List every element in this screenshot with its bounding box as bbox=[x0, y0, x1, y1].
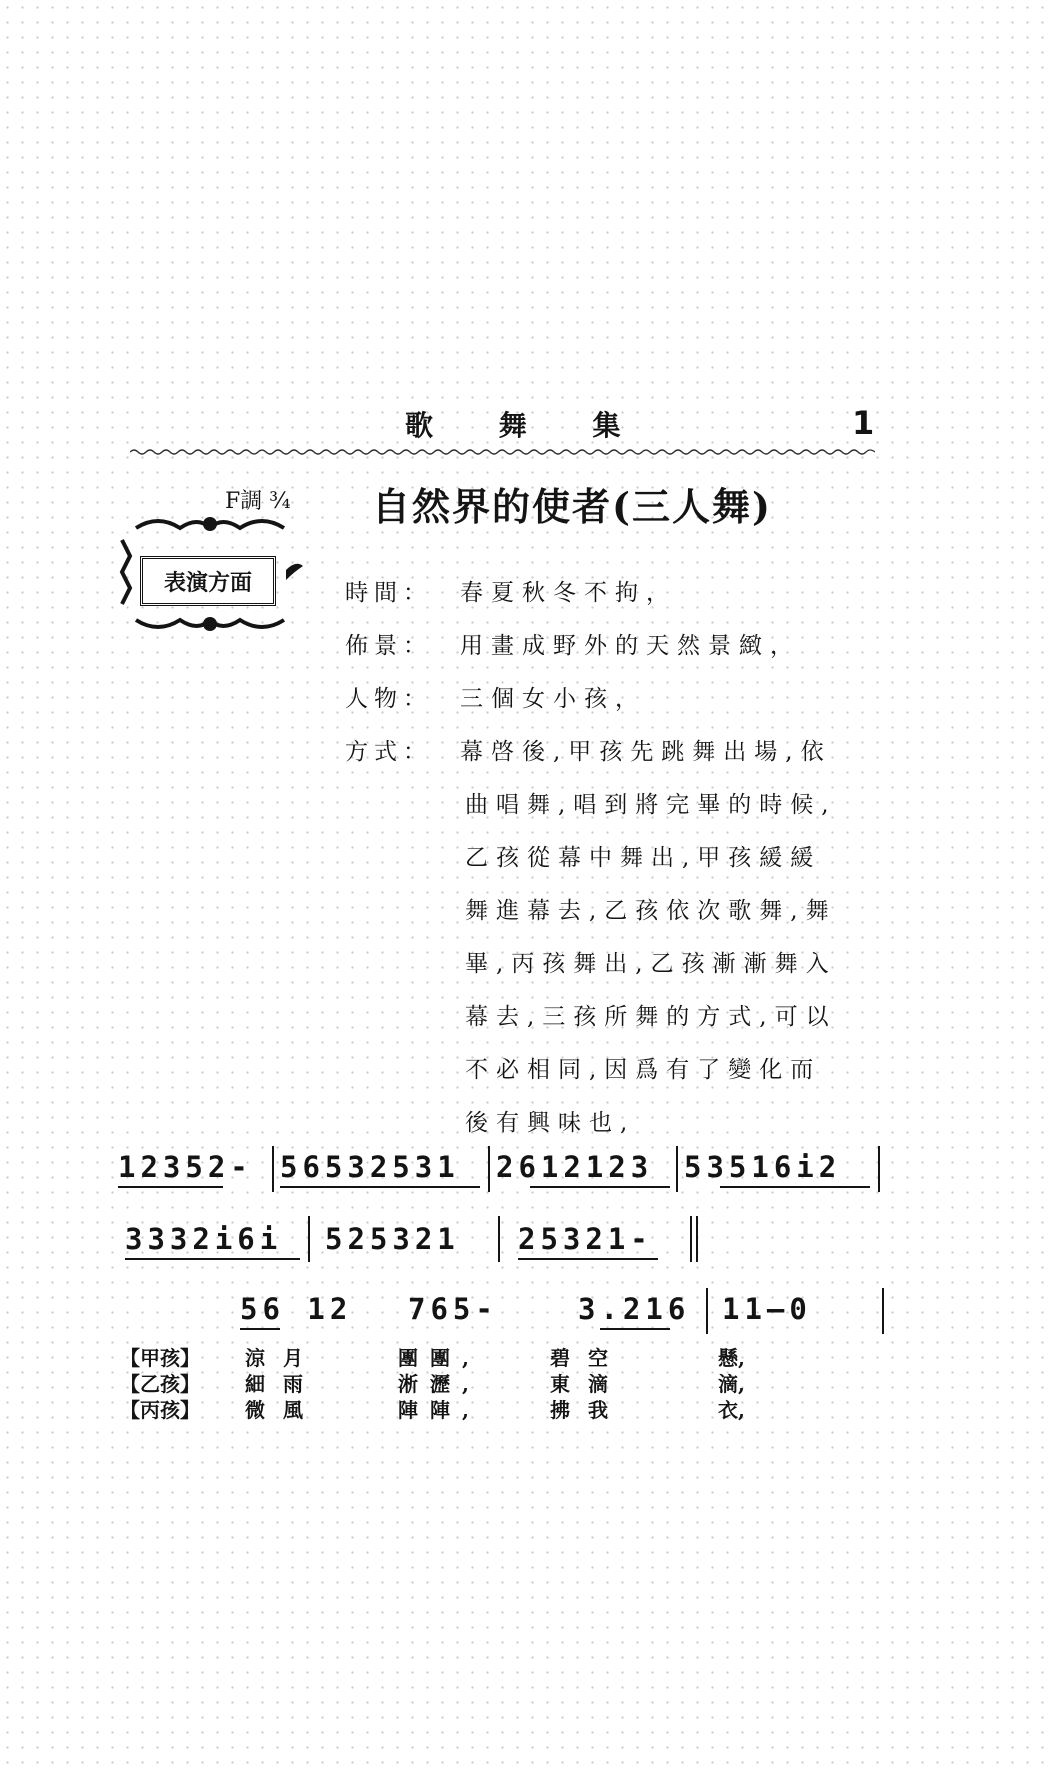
underline bbox=[518, 1258, 658, 1260]
barline bbox=[878, 1146, 880, 1192]
measure: 2612123 bbox=[496, 1150, 654, 1184]
barline bbox=[498, 1216, 500, 1262]
underline bbox=[280, 1186, 480, 1188]
lyric-word: 團團, bbox=[398, 1346, 481, 1370]
method-line: 幕去,三孩所舞的方式,可以 bbox=[465, 1004, 837, 1030]
lyric-row bbox=[0, 1394, 1051, 1424]
info-value: 春夏秋冬不拘， bbox=[460, 580, 677, 606]
barline bbox=[706, 1288, 708, 1334]
lyric-word: 碧空 bbox=[550, 1346, 626, 1370]
key-signature: F調 ¾ bbox=[225, 489, 291, 514]
method-line: 不必相同,因爲有了變化而 bbox=[465, 1057, 822, 1083]
method-line: 畢,丙孩舞出,乙孩漸漸舞入 bbox=[465, 951, 837, 977]
info-method bbox=[345, 733, 832, 766]
method-line: 曲唱舞,唱到將完畢的時候, bbox=[465, 792, 837, 818]
measure: 25321- bbox=[518, 1222, 653, 1256]
song-title: 自然界的使者(三人舞) bbox=[372, 484, 772, 529]
lyric-word: 東滴 bbox=[550, 1372, 626, 1396]
measure: 53516i2 bbox=[684, 1150, 842, 1184]
wavy-divider bbox=[130, 448, 875, 456]
section-label: 表演方面 bbox=[140, 556, 276, 606]
barline bbox=[690, 1216, 692, 1262]
barline bbox=[488, 1146, 490, 1192]
barline bbox=[308, 1216, 310, 1262]
info-label: 人物： bbox=[345, 686, 432, 712]
measure: 12352- bbox=[118, 1150, 253, 1184]
measure: 3332i6i bbox=[125, 1222, 283, 1256]
info-label: 方式： bbox=[345, 739, 432, 765]
lyric-role: 【甲孩】 bbox=[120, 1346, 200, 1370]
info-label: 佈景： bbox=[345, 633, 432, 659]
lyric-word: 涼月 bbox=[245, 1346, 321, 1370]
info-cast bbox=[345, 680, 646, 713]
method-line: 乙孩從幕中舞出,甲孩緩緩 bbox=[465, 845, 822, 871]
underline bbox=[118, 1186, 223, 1188]
lyric-word: 滴, bbox=[718, 1372, 745, 1396]
info-value: 幕啓後,甲孩先跳舞出場,依 bbox=[460, 739, 832, 765]
method-line: 舞進幕去,乙孩依次歌舞,舞 bbox=[465, 898, 837, 924]
barline bbox=[696, 1216, 698, 1262]
info-scene bbox=[345, 627, 801, 660]
barline bbox=[676, 1146, 678, 1192]
measure: 3.216 bbox=[578, 1292, 691, 1326]
underline bbox=[125, 1258, 300, 1260]
lyric-role: 【丙孩】 bbox=[120, 1398, 200, 1422]
lyric-word: 微風 bbox=[245, 1398, 321, 1422]
underline bbox=[240, 1328, 280, 1330]
lyric-word: 陣陣, bbox=[398, 1398, 481, 1422]
lyric-word: 淅瀝, bbox=[398, 1372, 481, 1396]
barline bbox=[272, 1146, 274, 1192]
running-title: 歌 舞 集 bbox=[405, 409, 649, 442]
measure: 56532531 bbox=[280, 1150, 460, 1184]
measure: 525321 bbox=[325, 1222, 460, 1256]
lyric-word: 細雨 bbox=[245, 1372, 321, 1396]
lyric-word: 拂我 bbox=[550, 1398, 626, 1422]
info-value: 三個女小孩， bbox=[460, 686, 646, 712]
method-line: 後有興味也, bbox=[465, 1110, 636, 1136]
measure: 11—0 bbox=[722, 1292, 812, 1326]
measure: 56 12 bbox=[240, 1292, 353, 1326]
lyric-word: 懸, bbox=[718, 1346, 745, 1370]
underline bbox=[600, 1328, 670, 1330]
underline bbox=[530, 1186, 670, 1188]
lyric-word: 衣, bbox=[718, 1398, 745, 1422]
barline bbox=[882, 1288, 884, 1334]
page-number: 1 bbox=[852, 404, 875, 442]
info-value: 用畫成野外的天然景緻， bbox=[460, 633, 801, 659]
info-time bbox=[345, 574, 677, 607]
underline bbox=[720, 1186, 870, 1188]
measure: 765- bbox=[408, 1292, 498, 1326]
lyric-role: 【乙孩】 bbox=[120, 1372, 200, 1396]
info-label: 時間： bbox=[345, 580, 432, 606]
